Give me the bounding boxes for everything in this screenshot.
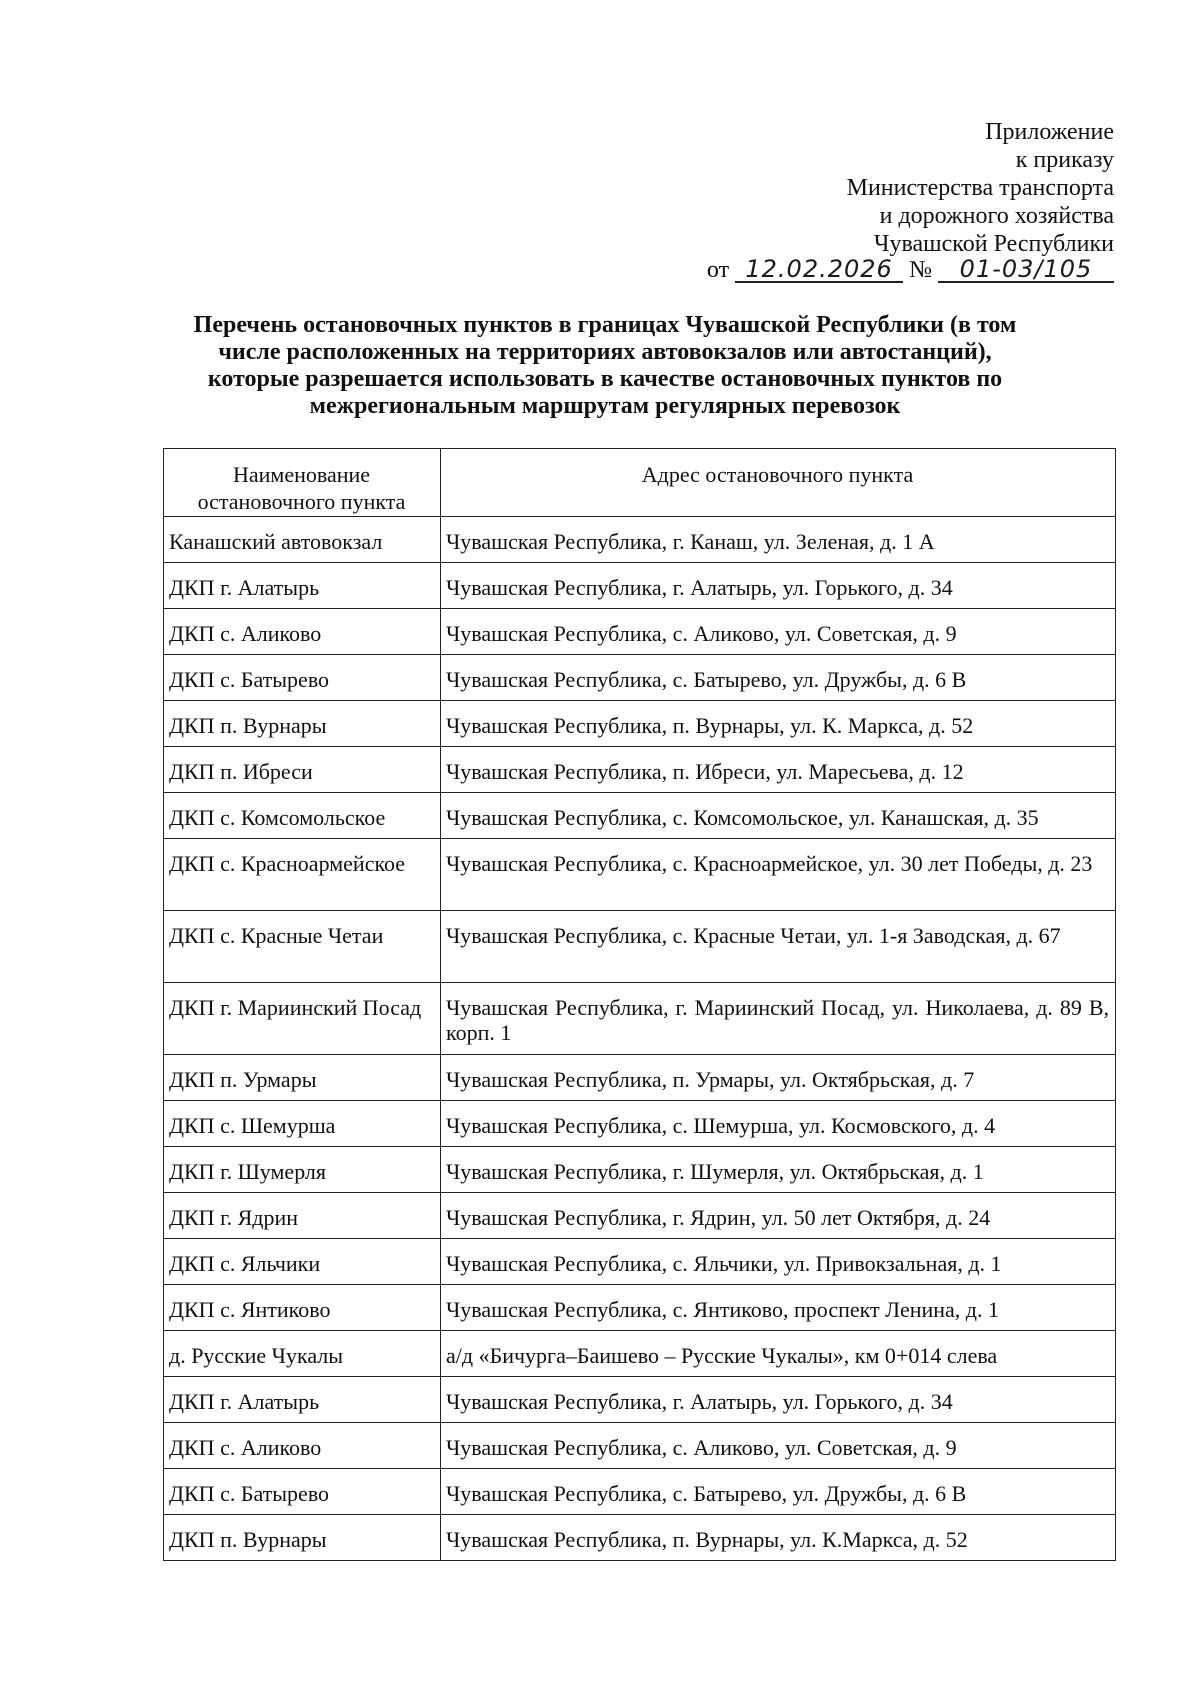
header-line: Министерства транспорта bbox=[846, 175, 1114, 201]
stop-name-cell: ДКП с. Красные Четаи bbox=[164, 911, 441, 983]
table-row bbox=[164, 1147, 1116, 1193]
table-header-row bbox=[164, 449, 1116, 517]
stop-address-cell: Чувашская Республика, с. Шемурша, ул. Космовского, д. 4 bbox=[441, 1101, 1116, 1147]
stop-name-cell: ДКП г. Шумерля bbox=[164, 1147, 441, 1193]
stop-name-cell: д. Русские Чукалы bbox=[164, 1331, 441, 1377]
stop-address-cell: Чувашская Республика, с. Яльчики, ул. Привокзальная, д. 1 bbox=[441, 1239, 1116, 1285]
title-line: числе расположенных на территориях автовокзалов или автостанций), bbox=[218, 339, 992, 365]
order-date-handwritten: 12.02.2026 bbox=[735, 257, 903, 283]
stop-address-cell: Чувашская Республика, с. Комсомольское, ул. Канашская, д. 35 bbox=[441, 793, 1116, 839]
stop-name-cell: ДКП п. Вурнары bbox=[164, 701, 441, 747]
stop-name-cell: ДКП с. Комсомольское bbox=[164, 793, 441, 839]
stop-address-cell: Чувашская Республика, г. Ядрин, ул. 50 лет Октября, д. 24 bbox=[441, 1193, 1116, 1239]
stop-address-cell: Чувашская Республика, с. Красные Четаи, ул. 1-я Заводская, д. 67 bbox=[441, 911, 1116, 983]
header-line: к приказу bbox=[1015, 147, 1114, 173]
stop-name-cell: ДКП с. Аликово bbox=[164, 609, 441, 655]
table-row bbox=[164, 1101, 1116, 1147]
stop-address-cell: Чувашская Республика, п. Вурнары, ул. К. Маркса, д. 52 bbox=[441, 701, 1116, 747]
column-header-address: Адрес остановочного пункта bbox=[441, 449, 1116, 517]
table-row bbox=[164, 655, 1116, 701]
stop-address-cell: Чувашская Республика, г. Шумерля, ул. Октябрьская, д. 1 bbox=[441, 1147, 1116, 1193]
table-row bbox=[164, 1055, 1116, 1101]
stop-name-cell: ДКП с. Аликово bbox=[164, 1423, 441, 1469]
table-row bbox=[164, 517, 1116, 563]
table-row bbox=[164, 1515, 1116, 1561]
table-row bbox=[164, 1193, 1116, 1239]
title-line: которые разрешается использовать в качестве остановочных пунктов по bbox=[207, 366, 1003, 392]
header-line: Приложение bbox=[985, 119, 1114, 145]
stop-address-cell: Чувашская Республика, с. Батырево, ул. Дружбы, д. 6 В bbox=[441, 1469, 1116, 1515]
table-row bbox=[164, 1239, 1116, 1285]
stop-name-cell: ДКП г. Алатырь bbox=[164, 1377, 441, 1423]
title-line: межрегиональным маршрутам регулярных перевозок bbox=[309, 393, 901, 419]
document-title bbox=[150, 312, 1060, 420]
table-row bbox=[164, 747, 1116, 793]
stop-address-cell: Чувашская Республика, с. Красноармейское, ул. 30 лет Победы, д. 23 bbox=[441, 839, 1116, 911]
appendix-header bbox=[847, 118, 1114, 258]
order-number-label: № bbox=[909, 257, 932, 283]
table-row bbox=[164, 839, 1116, 911]
table-row bbox=[164, 563, 1116, 609]
table-row bbox=[164, 1377, 1116, 1423]
stop-address-cell: Чувашская Республика, с. Батырево, ул. Дружбы, д. 6 В bbox=[441, 655, 1116, 701]
stops-table-body bbox=[164, 517, 1116, 1561]
table-row bbox=[164, 609, 1116, 655]
stop-address-cell: а/д «Бичурга–Баишево – Русские Чукалы», км 0+014 слева bbox=[441, 1331, 1116, 1377]
stop-name-cell: ДКП с. Батырево bbox=[164, 655, 441, 701]
stop-name-cell: ДКП п. Ибреси bbox=[164, 747, 441, 793]
table-row bbox=[164, 1285, 1116, 1331]
stop-name-cell: ДКП с. Красноармейское bbox=[164, 839, 441, 911]
stop-name-cell: ДКП г. Алатырь bbox=[164, 563, 441, 609]
stop-name-cell: ДКП г. Ядрин bbox=[164, 1193, 441, 1239]
table-row bbox=[164, 911, 1116, 983]
stop-address-cell: Чувашская Республика, с. Аликово, ул. Советская, д. 9 bbox=[441, 609, 1116, 655]
stop-name-cell: ДКП г. Мариинский Посад bbox=[164, 983, 441, 1055]
order-number-handwritten: 01-03/105 bbox=[938, 257, 1114, 283]
stop-name-cell: ДКП п. Вурнары bbox=[164, 1515, 441, 1561]
stop-address-cell: Чувашская Республика, с. Янтиково, проспект Ленина, д. 1 bbox=[441, 1285, 1116, 1331]
stop-address-cell: Чувашская Республика, г. Алатырь, ул. Горького, д. 34 bbox=[441, 1377, 1116, 1423]
stop-address-cell: Чувашская Республика, п. Вурнары, ул. К.Маркса, д. 52 bbox=[441, 1515, 1116, 1561]
stop-name-cell: Канашский автовокзал bbox=[164, 517, 441, 563]
stop-name-cell: ДКП с. Шемурша bbox=[164, 1101, 441, 1147]
stop-address-cell: Чувашская Республика, г. Алатырь, ул. Горького, д. 34 bbox=[441, 563, 1116, 609]
stops-table bbox=[163, 448, 1116, 1561]
order-reference bbox=[707, 256, 1114, 284]
table-row bbox=[164, 701, 1116, 747]
order-prefix: от bbox=[706, 257, 730, 283]
header-line: и дорожного хозяйства bbox=[879, 203, 1114, 229]
header-line: Чувашской Республики bbox=[873, 231, 1114, 257]
stop-name-cell: ДКП п. Урмары bbox=[164, 1055, 441, 1101]
table-row bbox=[164, 1423, 1116, 1469]
table-row bbox=[164, 983, 1116, 1055]
table-row bbox=[164, 1469, 1116, 1515]
stop-address-cell: Чувашская Республика, г. Мариинский Посад, ул. Николаева, д. 89 В, корп. 1 bbox=[441, 983, 1116, 1055]
stop-name-cell: ДКП с. Яльчики bbox=[164, 1239, 441, 1285]
title-line: Перечень остановочных пунктов в границах Чувашской Республики (в том bbox=[193, 312, 1017, 338]
stop-name-cell: ДКП с. Батырево bbox=[164, 1469, 441, 1515]
stop-address-cell: Чувашская Республика, г. Канаш, ул. Зеленая, д. 1 А bbox=[441, 517, 1116, 563]
stop-address-cell: Чувашская Республика, п. Урмары, ул. Октябрьская, д. 7 bbox=[441, 1055, 1116, 1101]
stop-name-cell: ДКП с. Янтиково bbox=[164, 1285, 441, 1331]
table-row bbox=[164, 793, 1116, 839]
stop-address-cell: Чувашская Республика, п. Ибреси, ул. Маресьева, д. 12 bbox=[441, 747, 1116, 793]
column-header-name: Наименование остановочного пункта bbox=[164, 449, 441, 517]
stop-address-cell: Чувашская Республика, с. Аликово, ул. Советская, д. 9 bbox=[441, 1423, 1116, 1469]
table-row bbox=[164, 1331, 1116, 1377]
